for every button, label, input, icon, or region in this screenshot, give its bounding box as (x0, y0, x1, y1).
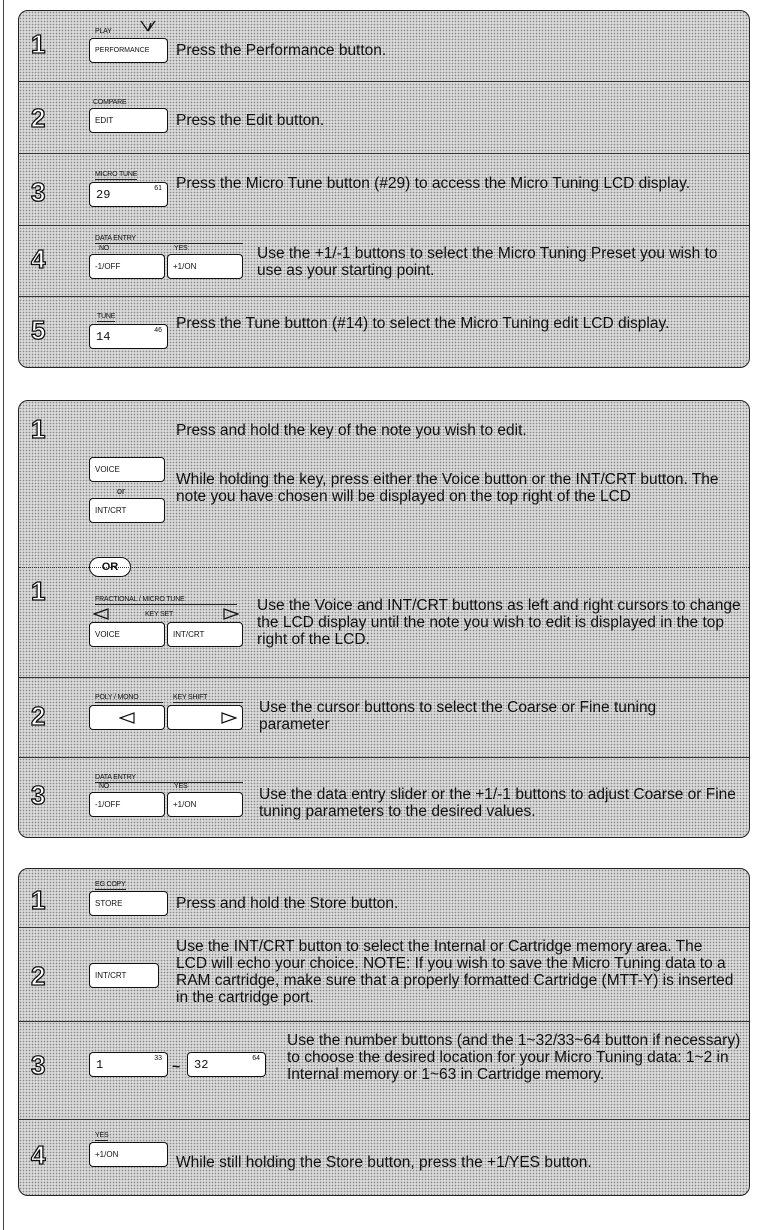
key-set-label: KEY SET (145, 611, 174, 618)
plus-one-on-button[interactable]: +1/ON (167, 254, 243, 279)
button-label: COMPARE (93, 99, 127, 106)
press-indicator-icon (139, 19, 157, 33)
voice-button[interactable]: VOICE (89, 622, 165, 647)
step-row (19, 869, 749, 927)
step-text-top: Press and hold the key of the note you wish to edit. (176, 422, 527, 439)
step-text: While holding the key, press either the Voice button or the INT/CRT button. The note you have chosen will be displayed on the top right of the LCD (176, 471, 719, 505)
step-text: Press the Micro Tune button (#29) to access the Micro Tuning LCD display. (176, 175, 691, 192)
lcd-value: 32 (194, 1057, 209, 1072)
button-label: TUNE (97, 313, 116, 320)
plus-one-on-button[interactable]: +1/ON (89, 1142, 168, 1167)
left-cursor-icon (119, 712, 135, 724)
panel-select-preset (18, 10, 750, 368)
step-text: Use the number buttons (and the 1~32/33~64 button if necessary) to choose the desired location for your Micro Tuning data: 1~2 in Internal memory or 1~63 in Cartridge memory. (287, 1032, 741, 1083)
range-tilde: ~ (172, 1058, 181, 1074)
edit-button[interactable]: EDIT (89, 108, 168, 133)
step-text: Press the Edit button. (176, 112, 325, 129)
store-button[interactable]: STORE (89, 891, 168, 916)
lcd-superscript: 61 (154, 185, 162, 192)
step-text: Use the INT/CRT button to select the Internal or Cartridge memory area. The LCD will echo your choice. NOTE: If you wish to save the Micro Tuning data to a RAM cartridge, make sure that a properly formatted Cartridge (MTT-Y) is inserted in the cartridge port. (176, 938, 734, 1006)
step-row (19, 11, 749, 81)
step-number: 1 (31, 29, 46, 59)
minus-one-off-button[interactable]: -1/OFF (89, 792, 165, 817)
step-row (19, 1119, 749, 1196)
button-label: YES (95, 1132, 109, 1139)
step-number: 3 (31, 1050, 46, 1080)
step-row (19, 1021, 749, 1120)
step-row (19, 401, 749, 573)
right-cursor-button[interactable] (167, 705, 243, 730)
lcd-value: 14 (96, 329, 111, 344)
step-row (19, 153, 749, 226)
lcd-superscript: 64 (252, 1055, 260, 1062)
step-text: While still holding the Store button, press the +1/YES button. (176, 1154, 592, 1171)
minus-one-off-button[interactable]: -1/OFF (89, 254, 165, 279)
button-label: MICRO TUNE (95, 171, 138, 178)
step-text: Press and hold the Store button. (176, 895, 399, 912)
step-text: Use the data entry slider or the +1/-1 buttons to adjust Coarse or Fine tuning parameters to the desired values. (259, 786, 736, 820)
right-cursor-icon (221, 712, 237, 724)
step-number: 2 (31, 961, 46, 991)
voice-button[interactable]: VOICE (89, 457, 165, 482)
step-text: Use the +1/-1 buttons to select the Micro Tuning Preset you wish to use as your starting point. (257, 245, 718, 279)
step-text: Use the Voice and INT/CRT buttons as left and right cursors to change the LCD display until the note you wish to edit is displayed in the top right of the LCD. (257, 597, 741, 648)
margin-rule (3, 0, 4, 1230)
step-text: Press the Tune button (#14) to select the Micro Tuning edit LCD display. (176, 315, 670, 332)
lcd-value: 1 (96, 1057, 104, 1072)
number-button-32[interactable] (187, 1052, 266, 1077)
step-number: 4 (31, 244, 46, 274)
performance-button[interactable]: PERFORMANCE (89, 38, 168, 63)
step-number: 1 (31, 576, 46, 606)
step-row (19, 81, 749, 154)
tune-button[interactable] (89, 324, 168, 349)
lcd-superscript: 46 (154, 327, 162, 334)
button-label: PLAY (95, 28, 112, 35)
step-row (19, 927, 749, 1022)
group-label: DATA ENTRY (95, 774, 243, 783)
number-button-1[interactable] (89, 1052, 168, 1077)
step-number: 1 (31, 414, 46, 444)
or-text: or (117, 486, 126, 496)
step-number: 1 (31, 885, 46, 915)
button-label: EG COPY (95, 881, 126, 888)
step-row (19, 567, 749, 648)
int-crt-button[interactable]: INT/CRT (167, 622, 243, 647)
step-text: Press the Performance button. (176, 42, 387, 59)
step-row (19, 677, 749, 758)
int-crt-button[interactable]: INT/CRT (89, 498, 165, 523)
step-number: 3 (31, 780, 46, 810)
group-label: FRACTIONAL / MICRO TUNE (95, 596, 237, 605)
lcd-superscript: 33 (154, 1055, 162, 1062)
left-cursor-icon (93, 608, 109, 620)
left-cursor-button[interactable] (89, 705, 165, 730)
micro-tune-button[interactable] (89, 182, 168, 207)
step-number: 2 (31, 701, 46, 731)
panel-store-data (18, 868, 750, 1196)
no-label: NO (99, 783, 110, 790)
or-badge: OR (89, 557, 131, 577)
yes-label: YES (174, 783, 188, 790)
step-text: Use the cursor buttons to select the Coarse or Fine tuning parameter (259, 699, 657, 733)
lcd-value: 29 (96, 187, 111, 202)
group-label: DATA ENTRY (95, 235, 243, 244)
step-number: 3 (31, 177, 46, 207)
int-crt-button[interactable]: INT/CRT (89, 963, 159, 988)
step-number: 4 (31, 1140, 46, 1170)
no-label: NO (99, 245, 110, 252)
step-row (19, 225, 749, 297)
panel-select-note (18, 400, 750, 838)
step-number: 5 (31, 315, 46, 345)
step-row (19, 296, 749, 368)
yes-label: YES (174, 245, 188, 252)
key-shift-label: KEY SHIFT (173, 694, 243, 703)
poly-mono-label: POLY / MONO (95, 694, 163, 703)
step-number: 2 (31, 103, 46, 133)
step-row (19, 757, 749, 838)
right-cursor-icon (223, 608, 239, 620)
plus-one-on-button[interactable]: +1/ON (167, 792, 243, 817)
